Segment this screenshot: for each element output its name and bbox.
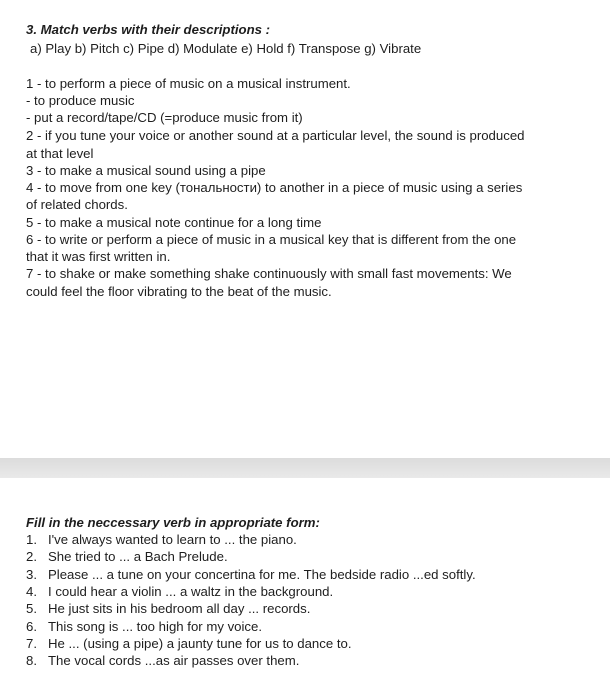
list-item (26, 531, 297, 548)
description-line: could feel the floor vibrating to the beat of the music. (26, 284, 332, 299)
exercise-3-title: 3. Match verbs with their descriptions : (26, 22, 271, 37)
description-line: 7 - to shake or make something shake continuously with small fast movements: We (26, 266, 512, 281)
list-item (26, 652, 299, 669)
item-text: Please ... a tune on your concertina for me. The bedside radio ...ed softly. (48, 567, 476, 582)
list-item (26, 600, 310, 617)
list-item (26, 583, 333, 600)
item-number: 5. (26, 601, 37, 616)
item-text: He just sits in his bedroom all day ... records. (48, 601, 311, 616)
item-number: 2. (26, 549, 37, 564)
list-item (26, 566, 476, 583)
description-line: 1 - to perform a piece of music on a musical instrument. (26, 76, 351, 91)
exercise-4-section (0, 478, 610, 686)
description-line: 2 - if you tune your voice or another sound at a particular level, the sound is produced (26, 128, 525, 143)
item-text: She tried to ... a Bach Prelude. (48, 549, 228, 564)
description-line: - put a record/tape/CD (=produce music from it) (26, 110, 303, 125)
description-line: that it was first written in. (26, 249, 171, 264)
exercise-4-title: Fill in the neccessary verb in appropriate form: (26, 515, 320, 530)
item-number: 8. (26, 653, 37, 668)
item-number: 3. (26, 567, 37, 582)
item-number: 1. (26, 532, 37, 547)
description-line: of related chords. (26, 197, 128, 212)
list-item (26, 548, 228, 565)
description-line: at that level (26, 146, 94, 161)
list-item (26, 618, 262, 635)
description-line: 4 - to move from one key (тональности) to another in a piece of music using a series (26, 180, 523, 195)
item-text: I've always wanted to learn to ... the piano. (48, 532, 297, 547)
description-line: - to produce music (26, 93, 135, 108)
section-divider (0, 458, 610, 478)
description-line: 5 - to make a musical note continue for a long time (26, 215, 322, 230)
item-text: He ... (using a pipe) a jaunty tune for us to dance to. (48, 636, 352, 651)
description-line: 6 - to write or perform a piece of music in a musical key that is different from the one (26, 232, 517, 247)
item-text: This song is ... too high for my voice. (48, 619, 263, 634)
verb-options: a) Play b) Pitch c) Pipe d) Modulate e) Hold f) Transpose g) Vibrate (30, 41, 422, 56)
item-number: 7. (26, 636, 37, 651)
item-number: 4. (26, 584, 37, 599)
item-text: I could hear a violin ... a waltz in the background. (48, 584, 334, 599)
list-item (26, 635, 352, 652)
description-line: 3 - to make a musical sound using a pipe (26, 163, 266, 178)
item-text: The vocal cords ...as air passes over them. (48, 653, 300, 668)
item-number: 6. (26, 619, 37, 634)
